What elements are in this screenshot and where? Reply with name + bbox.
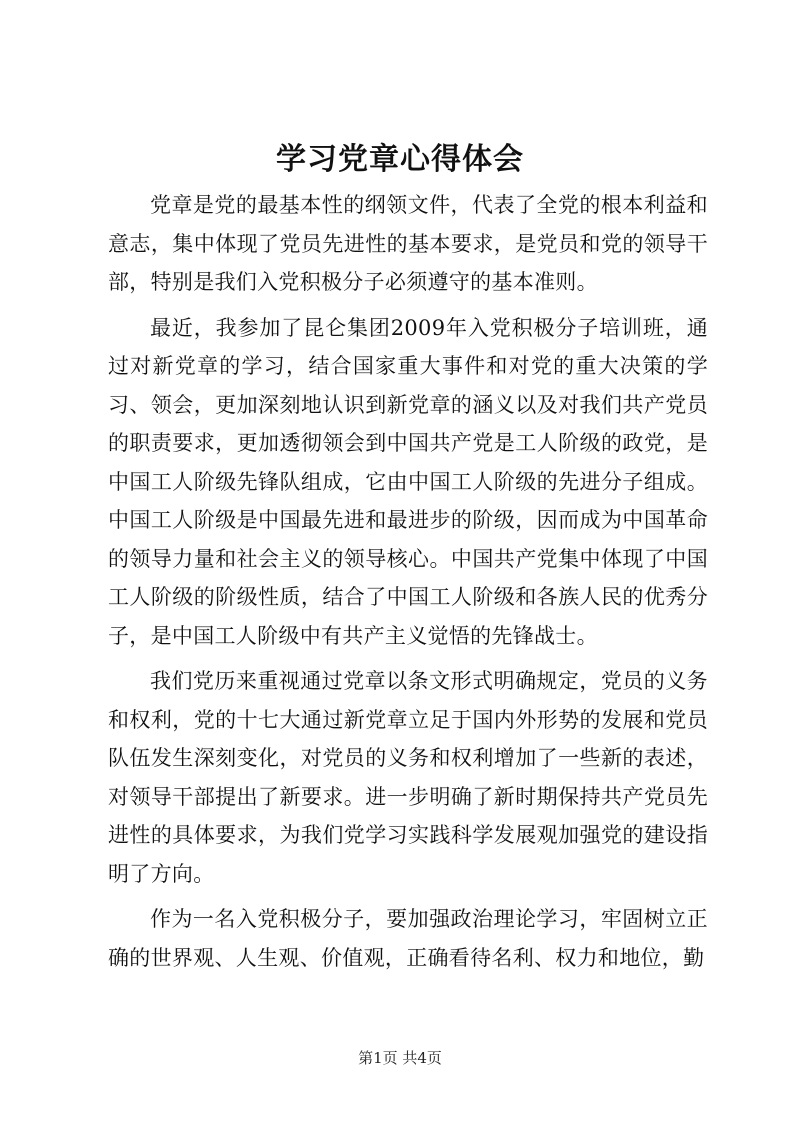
- paragraph-1: 党章是党的最基本性的纲领文件，代表了全党的根本利益和意志，集中体现了党员先进性的基本要求，是党员和党的领导干部，特别是我们入党积极分子必须遵守的基本准则。: [108, 193, 708, 294]
- paragraph-4: 作为一名入党积极分子，要加强政治理论学习，牢固树立正确的世界观、人生观、价值观，正确看待名利、权力和地位，勤: [108, 907, 708, 970]
- page-number-footer: 第1页 共4页: [358, 1049, 442, 1067]
- document-body: [108, 186, 708, 984]
- document-title: 学习党章心得体会: [276, 142, 524, 177]
- paragraph-3: 我们党历来重视通过党章以条文形式明确规定，党员的义务和权利，党的十七大通过新党章立足于国内外形势的发展和党员队伍发生深刻变化，对党员的义务和权利增加了一些新的表述，对领导干部提出了新要求。进一步明确了新时期保持共产党员先进性的具体要求，为我们党学习实践科学发展观加强党的建设指明了方向。: [108, 669, 708, 886]
- paragraph-2: 最近，我参加了昆仑集团2009年入党积极分子培训班，通过对新党章的学习，结合国家重大事件和对党的重大决策的学习、领会，更加深刻地认识到新党章的涵义以及对我们共产党员的职责要求，更加透彻领会到中国共产党是工人阶级的政党，是中国工人阶级先锋队组成，它由中国工人阶级的先进分子组成。中国工人阶级是中国最先进和最进步的阶级，因而成为中国革命的领导力量和社会主义的领导核心。中国共产党集中体现了中国工人阶级的阶级性质，结合了中国工人阶级和各族人民的优秀分子，是中国工人阶级中有共产主义觉悟的先锋战士。: [108, 315, 708, 648]
